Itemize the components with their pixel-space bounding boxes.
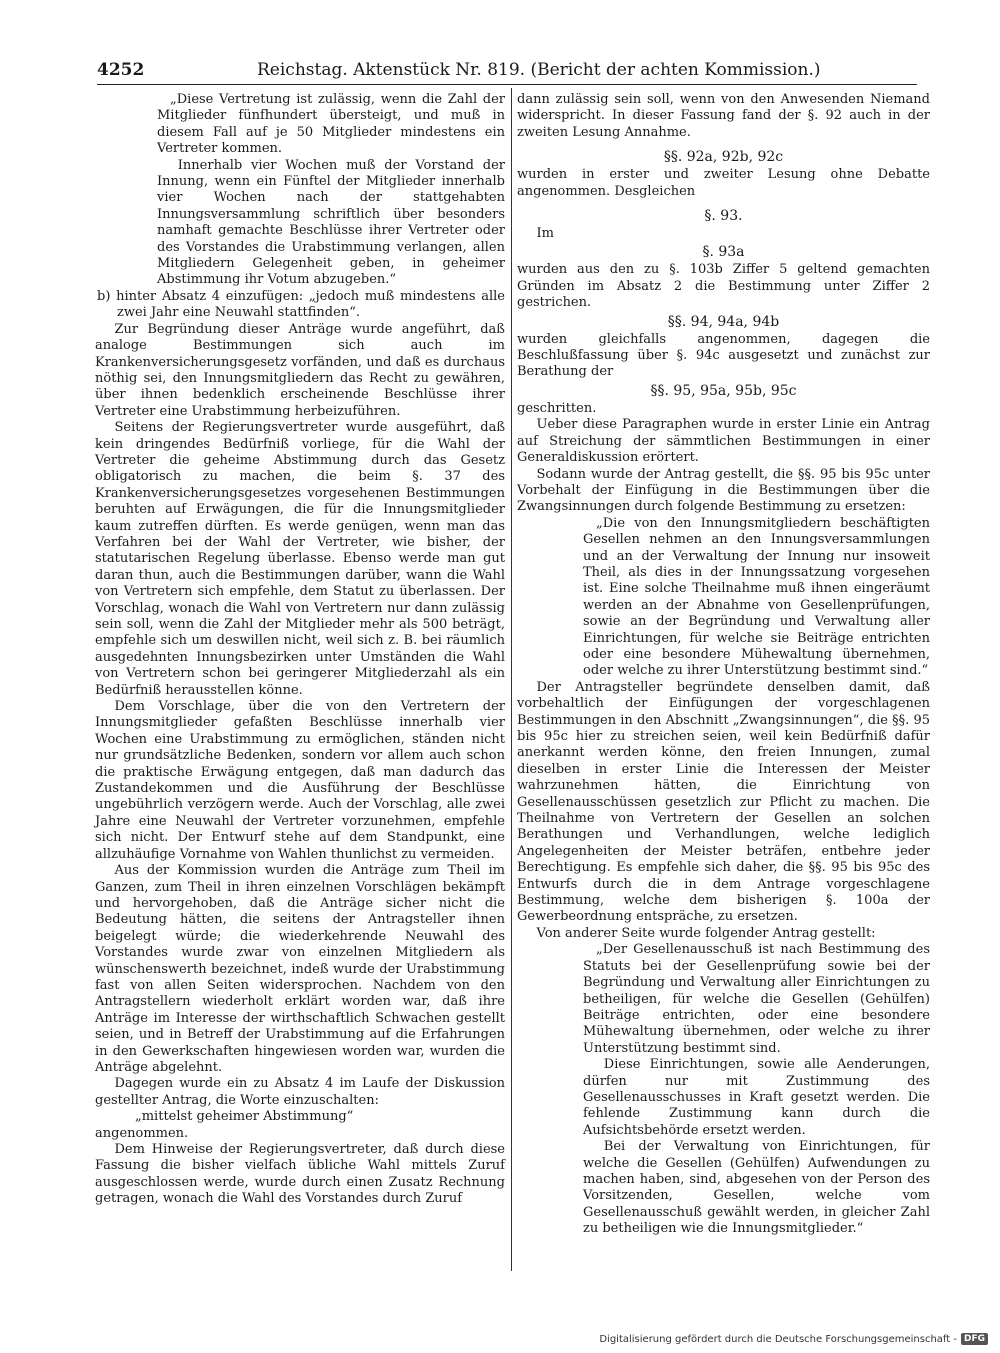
paragraph: Dagegen wurde ein zu Absatz 4 im Laufe der Diskussion gestellter Antrag, die Worte einzuschalten:: [95, 1076, 505, 1108]
paragraph-continuation: angenommen.: [95, 1125, 189, 1141]
paragraph: Im: [536, 226, 554, 242]
section-heading: §§. 92a, 92b, 92c: [663, 149, 784, 166]
running-title: Reichstag. Aktenstück Nr. 819. (Bericht der achten Kommission.): [257, 60, 821, 80]
section-heading: §§. 95, 95a, 95b, 95c: [650, 382, 797, 399]
paragraph: Dem Vorschlage, über die von den Vertretern der Innungsmitglieder gefaßten Beschlüsse innerhalb vier Wochen eine Urabstimmung zu ermöglichen, ständen nicht nur grundsätzliche Bedenken, sondern vor allem auch schon die praktische Erwägung entgegen, daß man dadurch das Zustandekommen und die Ausführung der Beschlüsse ungebührlich verzögern werde. Auch der Vorschlag, alle zwei Jahre eine Neuwahl der Vertreter vorzunehmen, empfehle sich nicht. Der Entwurf stehe auf dem Standpunkt, eine allzuhäufige Vornahme von Wahlen thunlichst zu vermeiden.: [95, 699, 505, 862]
paragraph: Zur Begründung dieser Anträge wurde angeführt, daß analoge Bestimmungen sich auch im Krankenversicherungsgesetz vorfänden, und daß es durchaus nöthig sei, den Innungsmitgliedern das Recht zu gewähren, über ihnen bedenklich erscheinende Beschlüsse ihrer Vertreter eine Urabstimmung herbeizuführen.: [95, 321, 505, 419]
paragraph: Sodann wurde der Antrag gestellt, die §§. 95 bis 95c unter Vorbehalt der Einfügung in die Bestimmungen über die Zwangsinnungen durch folgende Bestimmung zu ersetzen:: [517, 466, 930, 515]
page-number: 4252: [97, 60, 145, 80]
running-header: [97, 58, 917, 84]
paragraph: Der Antragsteller begründete denselben damit, daß vorbehaltlich der Einfügungen der vorgeschlagenen Bestimmungen in den Abschnitt „Zwangsinnungen“, die §§. 95 bis 95c hier zu streichen seien, weil kein Bedürfniß dafür anerkannt werden könne, den freien Innungen, zumal dieselben in erster Linie die Interessen der Meister wahrzunehmen hätten, die Einrichtung von Gesellenausschüssen gesetzlich zur Pflicht zu machen. Die Theilnahme von Vertretern der Gesellen an solchen Berathungen und Verhandlungen, welche lediglich Angelegenheiten der Meister beträfen, entbehre jeder Berechtigung. Es empfehle sich daher, die §§. 95 bis 95c des Entwurfs durch die in dem Antrage vorgeschlagene Bestimmung, welche dem bisherigen §. 100a der Gewerbeordnung entspräche, zu ersetzen.: [517, 679, 930, 925]
paragraph-continuation: wurden aus den zu §. 103b Ziffer 5 geltend gemachten Gründen im Absatz 2 die Bestimmung unter Ziffer 2 gestrichen.: [517, 262, 930, 311]
section-heading: §. 93.: [704, 208, 743, 225]
quote-paragraph: „Diese Vertretung ist zulässig, wenn die Zahl der Mitglieder fünfhundert übersteigt, und muß in diesem Fall auf je 50 Mitglieder mindestens ein Vertreter kommen.: [157, 92, 505, 157]
paragraph: Von anderer Seite wurde folgender Antrag gestellt:: [536, 925, 876, 941]
paragraph-continuation: geschritten.: [517, 400, 597, 416]
paragraph-continuation: wurden in erster und zweiter Lesung ohne Debatte angenommen. Desgleichen: [517, 167, 930, 199]
section-heading: §. 93a: [702, 244, 745, 261]
section-heading: §§. 94, 94a, 94b: [667, 313, 780, 330]
quoted-phrase: „mittelst geheimer Abstimmung“: [135, 1109, 354, 1125]
quote-paragraph: Bei der Verwaltung von Einrichtungen, für welche die Gesellen (Gehülfen) Aufwendungen zu machen haben, sind, abgesehen von der Person des Vorsitzenden, Gesellen, welche vom Gesellenausschuß gewählt werden, in gleicher Zahl zu betheiligen wie die Innungsmitglieder.“: [583, 1139, 930, 1237]
footer: [599, 1331, 988, 1347]
paragraph: Seitens der Regierungsvertreter wurde ausgeführt, daß kein dringendes Bedürfniß vorliege, für die Wahl der Vertreter die geheime Abstimmung durch das Gesetz obligatorisch zu machen, die beim §. 37 des Krankenversicherungsgesetzes vorgesehenen Bestimmungen beruhten auf Erwägungen, die für die Innungsmitglieder kaum zutreffen dürften. Es werde genügen, wenn man das Verfahren bei der Wahl der Vertreter, wie bisher, der statutarischen Regelung überlasse. Ebenso werde man gut daran thun, auch die Bestimmungen darüber, wann die Wahl von Vertretern sich empfehle, dem Statut zu überlassen. Der Vorschlag, wonach die Wahl von Vertretern nur dann zulässig sein soll, wenn die Zahl der Mitglieder mehr als 500 beträgt, empfehle sich um deswillen nicht, weil sich z. B. bei räumlich ausgedehnten Innungsbezirken unter Umständen die Wahl von Vertretern schon bei geringerer Mitgliederzahl als ein Bedürfniß herausstellen könne.: [95, 420, 505, 698]
list-item-b: b) hinter Absatz 4 einzufügen: „jedoch muß mindestens alle zwei Jahr eine Neuwahl stattfinden“.: [97, 288, 505, 321]
right-column: [517, 92, 930, 1238]
quote-paragraph: Innerhalb vier Wochen muß der Vorstand der Innung, wenn ein Fünftel der Mitglieder innerhalb vier Wochen nach der stattgehabten Innungsversammlung schriftlich über besonders namhaft gemachte Beschlüsse ihrer Vertreter oder des Vorstandes die Urabstimmung verlangen, allen Mitgliedern Gelegenheit geben, in geheimer Abstimmung ihr Votum abzugeben.“: [157, 157, 505, 288]
footer-credit: Digitalisierung gefördert durch die Deutsche Forschungsgemeinschaft -: [599, 1333, 957, 1345]
dfg-logo: DFG: [961, 1333, 988, 1345]
paragraph: Ueber diese Paragraphen wurde in erster Linie ein Antrag auf Streichung der sämmtlichen Bestimmungen in einer Generaldiskussion erörtert.: [517, 417, 930, 466]
left-column: [95, 92, 505, 1208]
paragraph: Aus der Kommission wurden die Anträge zum Theil im Ganzen, zum Theil in ihren einzelnen Vorschlägen bekämpft und hervorgehoben, daß die Anträge sicher nicht die Bedeutung hätten, die seitens der Antragsteller ihnen beigelegt würde; die wiederkehrende Neuwahl des Vorstandes wurde zwar von einzelnen Mitgliedern als wünschenswerth bezeichnet, indeß wurde der Urabstimmung fast von allen Seiten widersprochen. Nachdem von den Antragstellern wiederholt erklärt worden war, daß ihre Anträge im Interesse der wirthschaftlich Schwachen gestellt seien, und in Betreff der Urabstimmung auf die Erfahrungen in den Gewerkschaften hingewiesen worden war, wurden die Anträge abgelehnt.: [95, 863, 505, 1075]
quote-paragraph: „Die von den Innungsmitgliedern beschäftigten Gesellen nehmen an den Innungsversammlungen und an der Verwaltung der Innung nur insoweit Theil, als dies in der Innungssatzung vorgesehen ist. Eine solche Theilnahme muß ihnen eingeräumt werden an der Abnahme von Gesellenprüfungen, sowie an der Begründung und Verwaltung aller Einrichtungen, für welche sie Beiträge entrichten oder eine besondere Mühewaltung übernehmen, oder welche zu ihrer Unterstützung bestimmt sind.“: [583, 515, 930, 679]
column-divider: [511, 88, 512, 1271]
header-rule: [97, 84, 917, 85]
quote-paragraph: Diese Einrichtungen, sowie alle Aenderungen, dürfen nur mit Zustimmung des Gesellenausschusses in Kraft gesetzt werden. Die fehlende Zustimmung kann durch die Aufsichtsbehörde ersetzt werden.: [583, 1057, 930, 1138]
quote-paragraph: „Der Gesellenausschuß ist nach Bestimmung des Statuts bei der Gesellenprüfung sowie bei der Begründung und Verwaltung aller Einrichtungen zu betheiligen, für welche die Gesellen (Gehülfen) Beiträge entrichten, oder eine besondere Mühewaltung übernehmen, oder welche zu ihrer Unterstützung bestimmt sind.: [583, 942, 930, 1056]
paragraph-continuation: dann zulässig sein soll, wenn von den Anwesenden Niemand widerspricht. In dieser Fassung fand der §. 92 auch in der zweiten Lesung Annahme.: [517, 92, 930, 140]
paragraph: Dem Hinweise der Regierungsvertreter, daß durch diese Fassung die bisher vielfach übliche Wahl mittels Zuruf ausgeschlossen werde, wurde durch einen Zusatz Rechnung getragen, wonach die Wahl des Vorstandes durch Zuruf: [95, 1142, 505, 1207]
paragraph-continuation: wurden gleichfalls angenommen, dagegen die Beschlußfassung über §. 94c ausgesetzt und zunächst zur Berathung der: [517, 331, 930, 380]
